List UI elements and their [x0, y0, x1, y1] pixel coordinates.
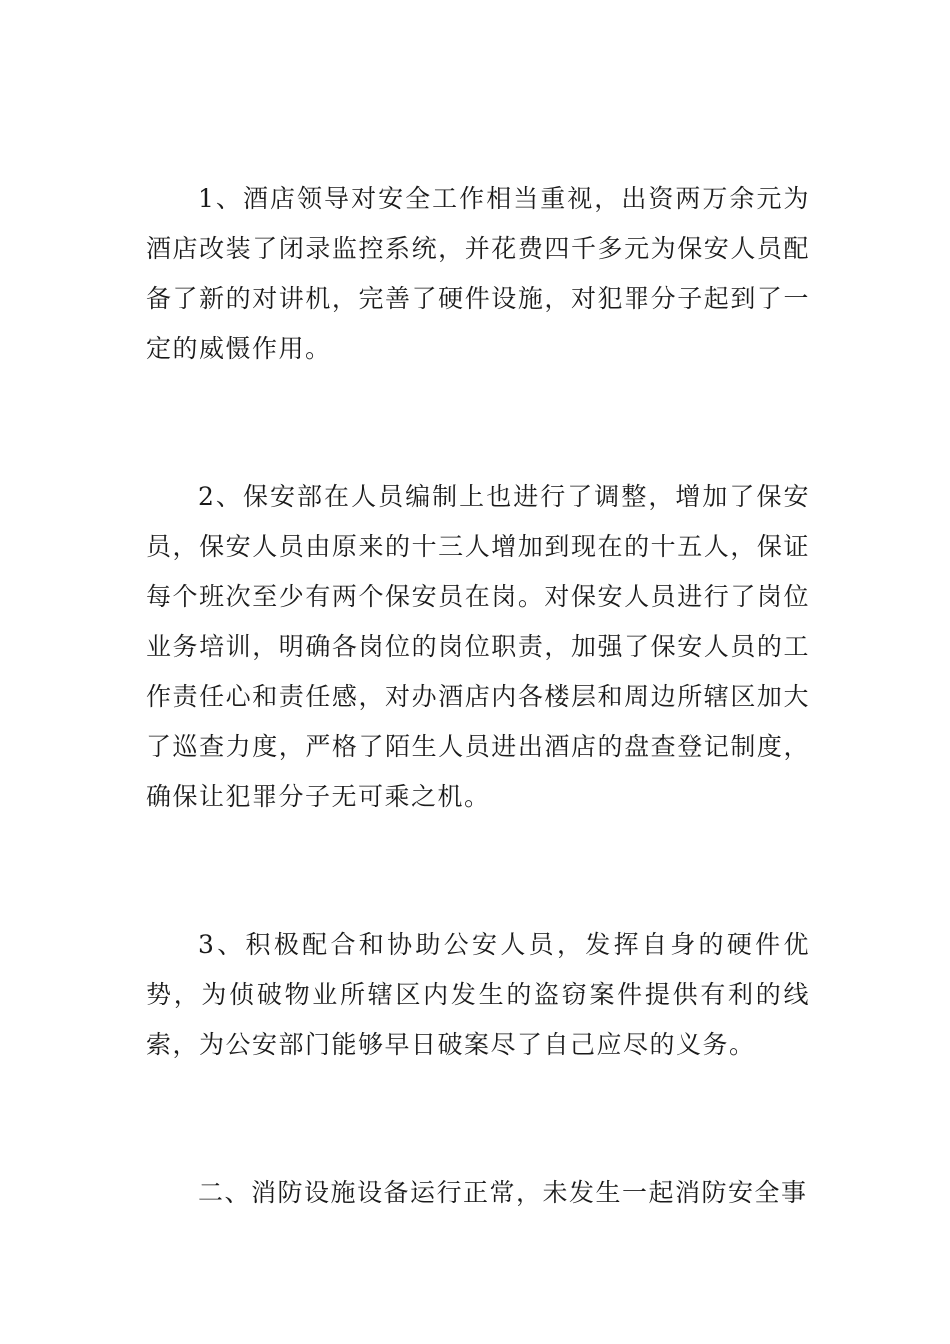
paragraph-2: 2、保安部在人员编制上也进行了调整，增加了保安员，保安人员由原来的十三人增加到现在的十五人，保证每个班次至少有两个保安员在岗。对保安人员进行了岗位业务培训，明确各岗位的岗位职责，加强了保安人员的工作责任心和责任感，对办酒店内各楼层和周边所辖区加大了巡查力度，严格了陌生人员进出酒店的盘查登记制度，确保让犯罪分子无可乘之机。 [146, 482, 810, 811]
paragraph-3: 3、积极配合和协助公安人员，发挥自身的硬件优势，为侦破物业所辖区内发生的盗窃案件提供有利的线索，为公安部门能够早日破案尽了自己应尽的义务。 [146, 930, 810, 1059]
paragraph-1: 1、酒店领导对安全工作相当重视，出资两万余元为酒店改装了闭录监控系统，并花费四千多元为保安人员配备了新的对讲机，完善了硬件设施，对犯罪分子起到了一定的威慑作用。 [146, 184, 810, 363]
paragraph-4: 二、消防设施设备运行正常，未发生一起消防安全事 [198, 1178, 808, 1207]
